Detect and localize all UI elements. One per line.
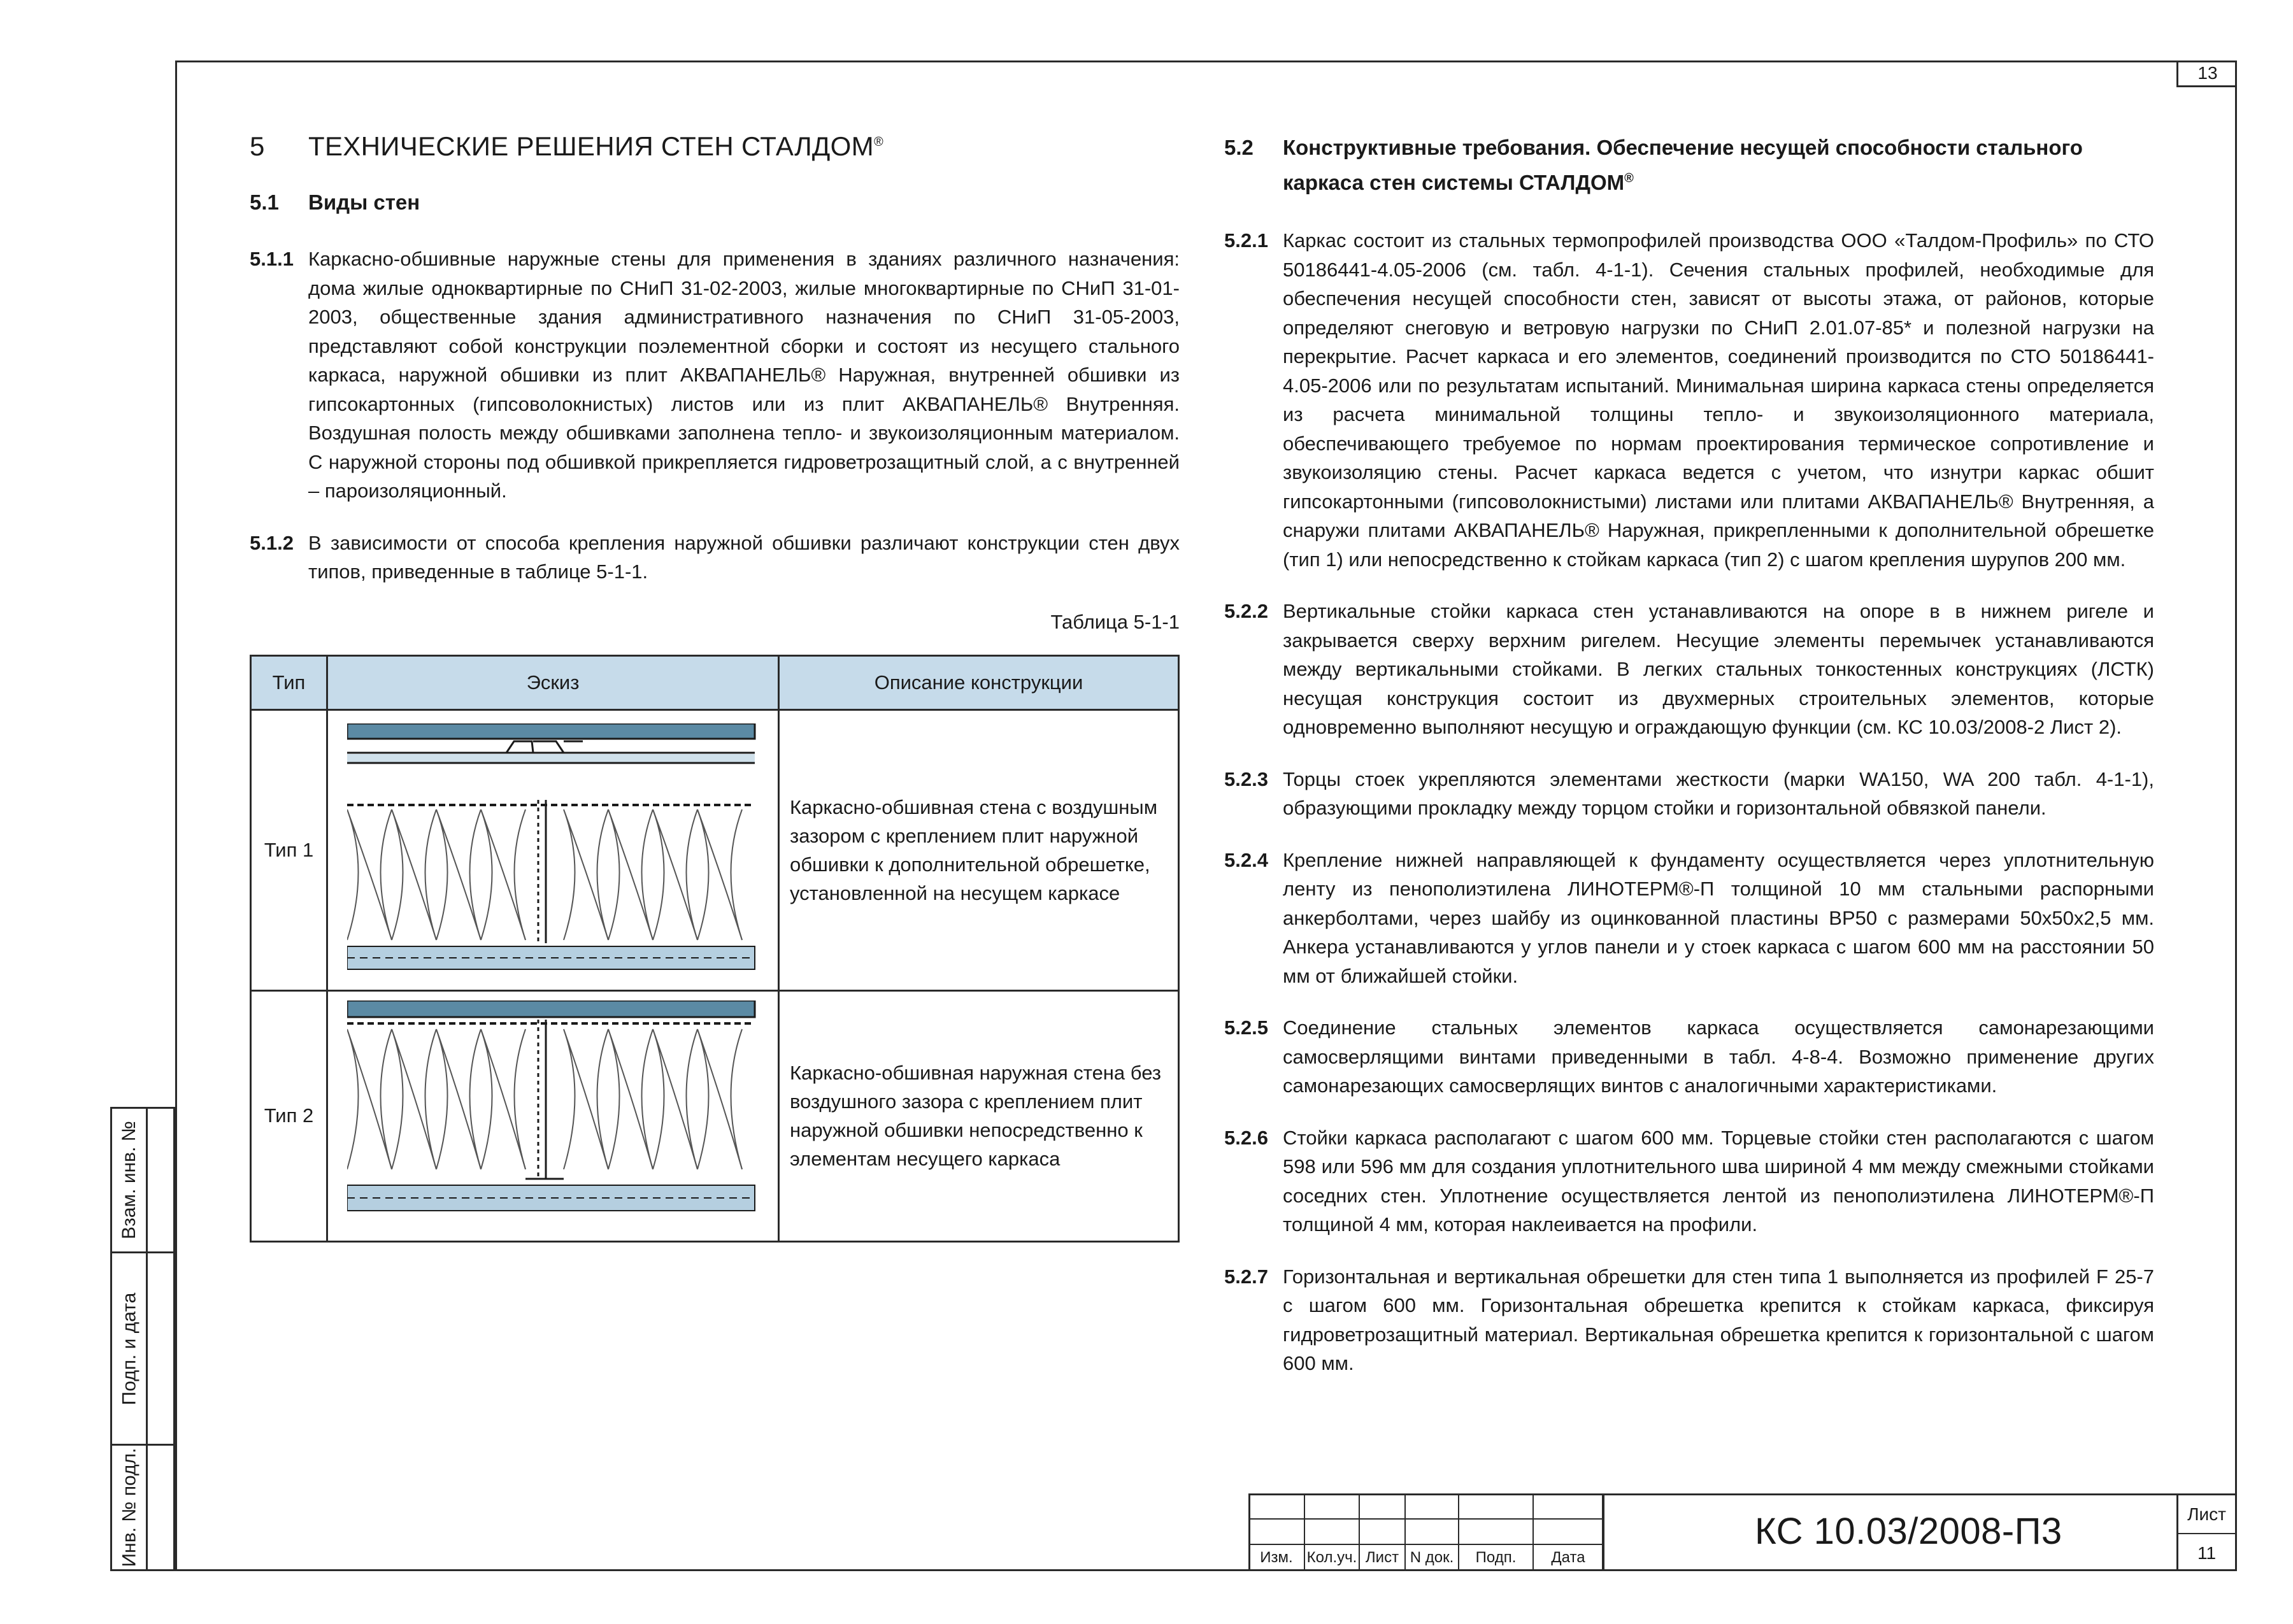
row1-description: Каркасно-обшивная стена с воздушным зазором с креплением плит наружной обшивки к дополнительной обрешетке, установленной на несущем каркасе [790,796,1158,904]
paragraph-526: 5.2.6 Стойки каркаса располагают с шагом 600 мм. Торцевые стойки стен располагаются с шагом 598 или 596 мм для создания уплотнительного шва шириной 4 мм между смежными стойками соседних стен. Уплотнение осуществляется лентой из пенополиэтилена ЛИНОТЕРМ®-П толщиной 4 мм, которая наклеивается на профили. [1224,1126,2154,1236]
stamp-sign-date [110,1251,175,1446]
paragraph-525: 5.2.5 Соединение стальных элементов каркаса осуществляется самонарезающими самосверлящими винтами приведенными в табл. 4-8-4. Возможно применение других самонарезающих самосверлящих винтов с аналогичными характеристиками. [1224,1016,2154,1097]
paragraph-511-number: 5.1.1 [250,248,294,270]
section-title: ТЕХНИЧЕСКИЕ РЕШЕНИЯ СТЕН СТАЛДОМ [308,131,874,161]
stamp-replace-inv [110,1107,175,1253]
subsection-51-number: 5.1 [250,190,279,214]
header-sketch: Эскиз [526,671,580,694]
sheet-number: 11 [2197,1543,2217,1563]
tb-label-podp: Подп. [1475,1549,1517,1566]
right-column [1224,127,2154,1378]
subsection-52-title: Конструктивные требования. Обеспечение несущей способности стального каркаса стен системы СТАЛДОМ [1283,136,2083,194]
row2-description: Каркасно-обшивная наружная стена без воздушного зазора с креплением плит наружной обшивки непосредственно к элементам несущего каркаса [790,1062,1161,1170]
title-block [1248,1493,2237,1571]
tb-label-izm: Изм. [1260,1549,1293,1566]
section-heading [250,127,1180,166]
paragraph-512-text: В зависимости от способа крепления наружной обшивки различают конструкции стен двух типов, приведенные в таблице 5-1-1. [308,531,1180,583]
section-number: 5 [250,131,265,161]
header-type: Тип [272,671,306,694]
sketch-type-2 [347,1001,758,1236]
stamp-label-replace-inv: Взам. инв. № [118,1121,140,1239]
subsection-51-title: Виды стен [308,190,420,214]
tb-label-data: Дата [1551,1549,1585,1566]
section-reg-mark: ® [873,135,883,149]
row1-type: Тип 1 [264,839,314,861]
paragraph-512 [250,529,1180,587]
stamp-label-orig-inv: Инв. № подл. [118,1448,139,1567]
paragraph-527: 5.2.7 Горизонтальная и вертикальная обрешетки для стен типа 1 выполняется из профилей F 25-7 с шагом 600 мм. Горизонтальная обрешетка крепится к стойкам каркаса, фиксируя гидроветрозащитный материал. Вертикальная обрешетка крепится к горизонтальной с шагом 600 мм. [1224,1265,2154,1374]
row2-type: Тип 2 [264,1104,314,1127]
paragraph-511 [250,245,1180,506]
subsection-52-number: 5.2 [1224,136,1254,159]
paragraph-522: 5.2.2 Вертикальные стойки каркаса стен устанавливаются на опоре в в нижнем ригеле и закрывается сверху верхним ригелем. Несущие элементы перемычек устанавливаются между вертикальными стойками. В легких стальных тонкостенных конструкциях (ЛСТК) несущая конструкция состоит из двухмерных строительных элементов, которые одновременно выполняют несущую и ограждающую функции (см. КС 10.03/2008-2 Лист 2). [1224,600,2154,738]
page-number-top: 13 [2176,61,2237,87]
stamp-orig-inv [110,1444,175,1571]
paragraph-524: 5.2.4 Крепление нижней направляющей к фундаменту осуществляется через уплотнительную ленту из пенополиэтилена ЛИНОТЕРМ®-П толщиной 10 мм стальными распорными анкерболтами, через шайбу из оцинкованной пластины ВР50 с размерами 50х50х2,5 мм. Анкера устанавливаются у углов панели и у стоек каркаса с шагом 600 мм на расстоянии 50 мм от ближайшей стойки. [1224,848,2154,987]
subsection-52-heading [1224,132,2154,198]
header-description: Описание конструкции [874,671,1083,694]
paragraph-521: 5.2.1 Каркас состоит из стальных термопрофилей производства ООО «Талдом-Профиль» по СТО 50186441-4.05-2006 (см. табл. 4-1-1). Сечения стальных профилей, необходимые для обеспечения несущей способности стен, зависят от высоты этажа, от районов, которые определяют снеговую и ветровую нагрузки по СНиП 2.01.07-85* и полезной нагрузки на перекрытие. Расчет каркаса и его элементов, соединений производится по СТО 50186441-4.05-2006 или по результатам испытаний. Минимальная ширина каркаса стены определяется из расчета минимальной толщины тепло- и звукоизоляционного материала, обеспечивающего требуемое по нормам проектирования термическое сопротивление и звукоизоляцию стены. Расчет каркаса ведется с учетом, что изнутри каркас обшит гипсокартонными (гипсоволокнистыми) листами или плитами АКВАПАНЕЛЬ® Внутренняя, а снаружи плитами АКВАПАНЕЛЬ® Наружная, прикрепленными к дополнительной обрешетке (тип 1) или непосредственно к стойкам каркаса (тип 2) с шагом крепления шурупов 200 мм. [1224,229,2154,571]
subsection-51-heading [250,187,1180,218]
paragraph-523: 5.2.3 Торцы стоек укрепляются элементами жесткости (марки WA150, WA 200 табл. 4-1-1), образующими прокладку между торцом стойки и горизонтальной обвязкой панели. [1224,767,2154,819]
wall-types-table [250,655,1180,1243]
subsection-52-reg-mark: ® [1624,171,1634,185]
left-column [250,127,1180,634]
stamp-label-sign-date: Подп. и дата [118,1292,139,1405]
sheet-label: Лист [2187,1504,2226,1524]
paragraph-512-number: 5.1.2 [250,531,294,554]
paragraph-511-text: Каркасно-обшивные наружные стены для применения в зданиях различного назначения: дома жилые одноквартирные по СНиП 31-02-2003, жилые многоквартирные по СНиП 31-01-2003, общественные здания административного назначения по СНиП 31-05-2003, представляют собой конструкции поэлементной сборки и состоят из несущего стального каркаса, наружной обшивки из плит АКВАПАНЕЛЬ® Наружная, внутренней обшивки из гипсокартонных (гипсоволокнистых) листов или из плит АКВАПАНЕЛЬ® Внутренняя. Воздушная полость между обшивками заполнена тепло- и звукоизоляционным материалом. С наружной стороны под обшивкой прикрепляется гидроветрозащитный слой, а с внутренней – пароизоляционный. [308,248,1180,502]
tb-label-list: Лист [1365,1549,1399,1566]
table-caption: Таблица 5-1-1 [1050,610,1180,633]
tb-label-n-dok: N док. [1410,1549,1454,1566]
document-code: КС 10.03/2008-П3 [1755,1511,2062,1552]
sketch-type-1 [347,723,758,978]
tb-label-kol-uch: Кол.уч. [1306,1549,1357,1566]
